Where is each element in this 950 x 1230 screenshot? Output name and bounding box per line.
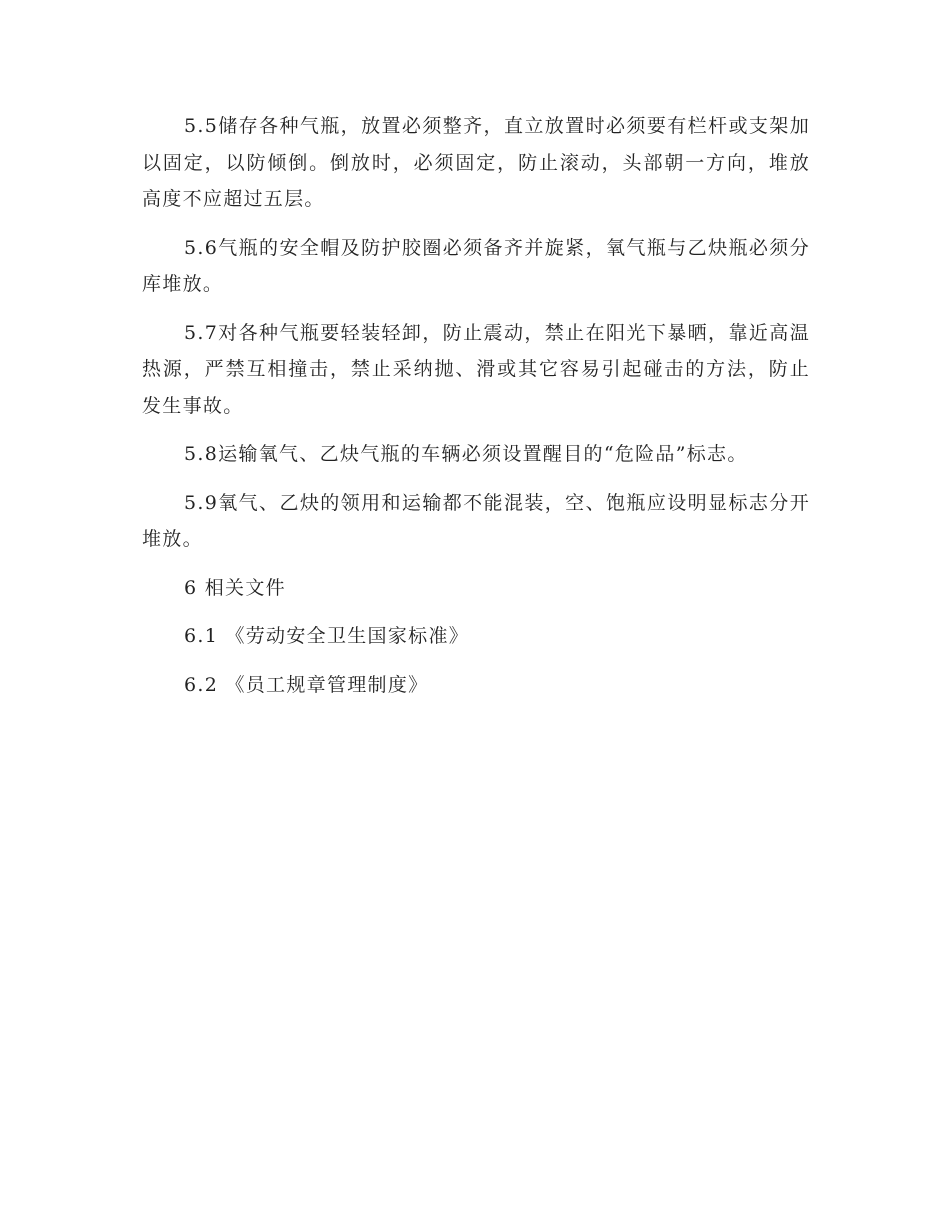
paragraph-6-1: 6.1 《劳动安全卫生国家标准》 — [184, 625, 470, 647]
paragraph-5-8: 5.8运输氧气、乙炔气瓶的车辆必须设置醒目的“危险品”标志。 — [184, 443, 748, 465]
paragraph-5-5: 5.5储存各种气瓶，放置必须整齐，直立放置时必须要有栏杆或支架加以固定，以防倾倒。倒放时，必须固定，防止滚动，头部朝一方向，堆放高度不应超过五层。 — [142, 115, 810, 210]
paragraph-5-6: 5.6气瓶的安全帽及防护胶圈必须备齐并旋紧，氧气瓶与乙炔瓶必须分库堆放。 — [142, 236, 810, 295]
paragraph-5-7: 5.7对各种气瓶要轻装轻卸，防止震动，禁止在阳光下暴晒，靠近高温热源，严禁互相撞击，禁止采纳抛、滑或其它容易引起碰击的方法，防止发生事故。 — [142, 321, 810, 417]
document-body — [142, 108, 810, 715]
paragraph-6-2: 6.2 《员工规章管理制度》 — [184, 673, 429, 696]
paragraph-5-9: 5.9氧气、乙炔的领用和运输都不能混装，空、饱瓶应设明显标志分开堆放。 — [142, 491, 810, 550]
section-heading-6: 6 相关文件 — [184, 576, 286, 599]
